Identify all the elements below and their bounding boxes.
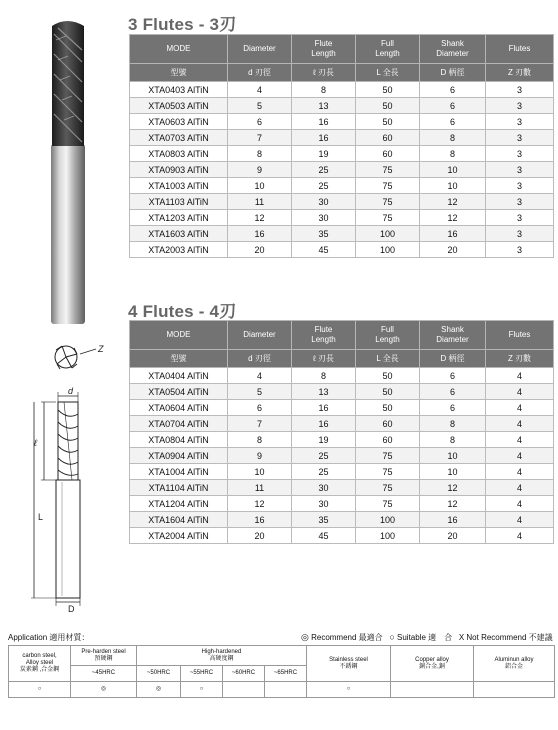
col-subheader: 型號 bbox=[130, 64, 228, 82]
model-cell: XTA1603 AlTiN bbox=[130, 226, 228, 242]
dim-L-label: L bbox=[38, 512, 44, 522]
col-subheader: ℓ 刃長 bbox=[292, 350, 356, 368]
col-header: Flutes bbox=[486, 321, 554, 350]
value-cell: 3 bbox=[486, 242, 554, 258]
value-cell: 4 bbox=[486, 400, 554, 416]
model-cell: XTA0404 AlTiN bbox=[130, 368, 228, 384]
value-cell: 3 bbox=[486, 98, 554, 114]
value-cell: 35 bbox=[292, 512, 356, 528]
table-row bbox=[130, 368, 554, 384]
value-cell: 25 bbox=[292, 464, 356, 480]
rating-cell: ◎ bbox=[137, 682, 181, 698]
legend-not-recommend: Not Recommend 不建議 bbox=[466, 633, 553, 642]
value-cell: 6 bbox=[420, 368, 486, 384]
col-header: Shank Diameter bbox=[420, 35, 486, 64]
table-row bbox=[130, 496, 554, 512]
value-cell: 8 bbox=[228, 432, 292, 448]
rating-cell: ◎ bbox=[71, 682, 137, 698]
value-cell: 10 bbox=[420, 448, 486, 464]
value-cell: 16 bbox=[292, 114, 356, 130]
value-cell: 16 bbox=[292, 130, 356, 146]
col-header: Flute Length bbox=[292, 321, 356, 350]
section-title-3-flutes: 3 Flutes - 3刃 bbox=[128, 15, 237, 34]
section-title-4-flutes: 4 Flutes - 4刃 bbox=[128, 302, 237, 321]
value-cell: 16 bbox=[420, 512, 486, 528]
value-cell: 16 bbox=[292, 400, 356, 416]
value-cell: 10 bbox=[420, 178, 486, 194]
value-cell: 50 bbox=[356, 400, 420, 416]
col-subheader: d 刃徑 bbox=[228, 350, 292, 368]
value-cell: 3 bbox=[486, 210, 554, 226]
table-row bbox=[130, 162, 554, 178]
hardness-55hrc: ~55HRC bbox=[181, 666, 223, 682]
spec-table-4-flutes bbox=[129, 320, 554, 544]
rating-cell: ○ bbox=[9, 682, 71, 698]
not-recommend-icon: X bbox=[458, 633, 465, 642]
hardness-60hrc: ~60HRC bbox=[223, 666, 265, 682]
value-cell: 3 bbox=[486, 130, 554, 146]
model-cell: XTA1203 AlTiN bbox=[130, 210, 228, 226]
model-cell: XTA1003 AlTiN bbox=[130, 178, 228, 194]
recommend-icon: ◎ bbox=[301, 632, 309, 642]
value-cell: 12 bbox=[420, 210, 486, 226]
table-row bbox=[130, 114, 554, 130]
material-carbon-steel: carbon steel, Alloy steel 炭素鋼 ,合金鋼 bbox=[9, 646, 71, 682]
value-cell: 12 bbox=[420, 194, 486, 210]
value-cell: 4 bbox=[486, 464, 554, 480]
end-mill-photo bbox=[36, 4, 100, 328]
col-subheader: D 柄徑 bbox=[420, 350, 486, 368]
value-cell: 3 bbox=[486, 194, 554, 210]
value-cell: 50 bbox=[356, 114, 420, 130]
value-cell: 20 bbox=[228, 528, 292, 544]
rating-cell bbox=[391, 682, 474, 698]
value-cell: 20 bbox=[228, 242, 292, 258]
col-header: Diameter bbox=[228, 35, 292, 64]
col-header: Flute Length bbox=[292, 35, 356, 64]
value-cell: 35 bbox=[292, 226, 356, 242]
col-header: Flutes bbox=[486, 35, 554, 64]
model-cell: XTA0904 AlTiN bbox=[130, 448, 228, 464]
value-cell: 5 bbox=[228, 98, 292, 114]
table-row bbox=[130, 512, 554, 528]
material-copper: Copper alloy 銅合金,銅 bbox=[391, 646, 474, 682]
value-cell: 30 bbox=[292, 480, 356, 496]
value-cell: 6 bbox=[420, 400, 486, 416]
value-cell: 100 bbox=[356, 242, 420, 258]
value-cell: 75 bbox=[356, 162, 420, 178]
dim-l-label: ℓ bbox=[34, 438, 37, 448]
value-cell: 75 bbox=[356, 210, 420, 226]
col-subheader: L 全長 bbox=[356, 350, 420, 368]
col-header: Shank Diameter bbox=[420, 321, 486, 350]
model-cell: XTA0903 AlTiN bbox=[130, 162, 228, 178]
model-cell: XTA0503 AlTiN bbox=[130, 98, 228, 114]
table-row bbox=[130, 194, 554, 210]
value-cell: 8 bbox=[420, 146, 486, 162]
table-row bbox=[130, 242, 554, 258]
material-high-hardened: High-hardened 高硬度鋼 bbox=[137, 646, 307, 666]
value-cell: 3 bbox=[486, 226, 554, 242]
table-row bbox=[130, 480, 554, 496]
dim-d-label: d bbox=[68, 386, 74, 396]
value-cell: 4 bbox=[486, 480, 554, 496]
table-header-row bbox=[130, 35, 554, 64]
value-cell: 6 bbox=[420, 114, 486, 130]
value-cell: 9 bbox=[228, 162, 292, 178]
model-cell: XTA1004 AlTiN bbox=[130, 464, 228, 480]
value-cell: 10 bbox=[228, 178, 292, 194]
value-cell: 3 bbox=[486, 146, 554, 162]
model-cell: XTA1604 AlTiN bbox=[130, 512, 228, 528]
value-cell: 8 bbox=[420, 130, 486, 146]
table-row bbox=[130, 146, 554, 162]
spec-table-3-flutes bbox=[129, 34, 554, 258]
table-row bbox=[130, 464, 554, 480]
col-subheader: D 柄徑 bbox=[420, 64, 486, 82]
rating-cell bbox=[223, 682, 265, 698]
value-cell: 60 bbox=[356, 130, 420, 146]
value-cell: 19 bbox=[292, 146, 356, 162]
value-cell: 3 bbox=[486, 162, 554, 178]
table-row bbox=[130, 528, 554, 544]
value-cell: 60 bbox=[356, 416, 420, 432]
value-cell: 7 bbox=[228, 130, 292, 146]
value-cell: 4 bbox=[486, 512, 554, 528]
value-cell: 6 bbox=[228, 114, 292, 130]
value-cell: 4 bbox=[486, 448, 554, 464]
value-cell: 50 bbox=[356, 368, 420, 384]
value-cell: 13 bbox=[292, 98, 356, 114]
table-row bbox=[130, 210, 554, 226]
col-subheader: L 全長 bbox=[356, 64, 420, 82]
col-subheader: 型號 bbox=[130, 350, 228, 368]
value-cell: 11 bbox=[228, 194, 292, 210]
col-subheader: d 刃徑 bbox=[228, 64, 292, 82]
value-cell: 25 bbox=[292, 178, 356, 194]
value-cell: 50 bbox=[356, 384, 420, 400]
value-cell: 19 bbox=[292, 432, 356, 448]
table-row bbox=[130, 82, 554, 98]
legend-suitable: Suitable 適 合 bbox=[397, 633, 453, 642]
value-cell: 30 bbox=[292, 194, 356, 210]
value-cell: 10 bbox=[420, 464, 486, 480]
value-cell: 12 bbox=[228, 496, 292, 512]
value-cell: 45 bbox=[292, 242, 356, 258]
model-cell: XTA0504 AlTiN bbox=[130, 384, 228, 400]
value-cell: 3 bbox=[486, 178, 554, 194]
value-cell: 4 bbox=[228, 82, 292, 98]
value-cell: 7 bbox=[228, 416, 292, 432]
value-cell: 4 bbox=[486, 496, 554, 512]
value-cell: 60 bbox=[356, 146, 420, 162]
value-cell: 4 bbox=[486, 416, 554, 432]
table-row bbox=[130, 384, 554, 400]
rating-cell bbox=[474, 682, 555, 698]
value-cell: 8 bbox=[228, 146, 292, 162]
value-cell: 75 bbox=[356, 480, 420, 496]
model-cell: XTA1204 AlTiN bbox=[130, 496, 228, 512]
rating-cell: ○ bbox=[181, 682, 223, 698]
value-cell: 8 bbox=[292, 82, 356, 98]
col-header: Full Length bbox=[356, 35, 420, 64]
col-header: Full Length bbox=[356, 321, 420, 350]
table-row bbox=[130, 448, 554, 464]
value-cell: 30 bbox=[292, 210, 356, 226]
application-rating-row bbox=[9, 682, 555, 698]
model-cell: XTA1103 AlTiN bbox=[130, 194, 228, 210]
value-cell: 16 bbox=[420, 226, 486, 242]
value-cell: 6 bbox=[420, 98, 486, 114]
suitable-icon: ○ bbox=[389, 632, 395, 642]
value-cell: 75 bbox=[356, 194, 420, 210]
model-cell: XTA2003 AlTiN bbox=[130, 242, 228, 258]
value-cell: 10 bbox=[228, 464, 292, 480]
value-cell: 4 bbox=[486, 528, 554, 544]
value-cell: 16 bbox=[228, 512, 292, 528]
col-subheader: Z 刃數 bbox=[486, 64, 554, 82]
value-cell: 16 bbox=[292, 416, 356, 432]
application-header-row bbox=[9, 646, 555, 666]
value-cell: 25 bbox=[292, 162, 356, 178]
value-cell: 11 bbox=[228, 480, 292, 496]
value-cell: 20 bbox=[420, 528, 486, 544]
value-cell: 10 bbox=[420, 162, 486, 178]
table-header-row bbox=[130, 321, 554, 350]
value-cell: 5 bbox=[228, 384, 292, 400]
dim-z-label: Z bbox=[98, 344, 104, 354]
table-subheader-row bbox=[130, 64, 554, 82]
value-cell: 12 bbox=[228, 210, 292, 226]
model-cell: XTA0703 AlTiN bbox=[130, 130, 228, 146]
col-subheader: ℓ 刃長 bbox=[292, 64, 356, 82]
value-cell: 4 bbox=[228, 368, 292, 384]
table-row bbox=[130, 226, 554, 242]
value-cell: 6 bbox=[420, 82, 486, 98]
application-label: Application 適用材質： bbox=[8, 633, 90, 642]
model-cell: XTA0403 AlTiN bbox=[130, 82, 228, 98]
model-cell: XTA2004 AlTiN bbox=[130, 528, 228, 544]
col-header: Diameter bbox=[228, 321, 292, 350]
value-cell: 12 bbox=[420, 496, 486, 512]
value-cell: 75 bbox=[356, 448, 420, 464]
value-cell: 4 bbox=[486, 368, 554, 384]
value-cell: 100 bbox=[356, 528, 420, 544]
value-cell: 50 bbox=[356, 98, 420, 114]
value-cell: 30 bbox=[292, 496, 356, 512]
model-cell: XTA1104 AlTiN bbox=[130, 480, 228, 496]
value-cell: 6 bbox=[420, 384, 486, 400]
col-header: MODE bbox=[130, 321, 228, 350]
value-cell: 25 bbox=[292, 448, 356, 464]
value-cell: 12 bbox=[420, 480, 486, 496]
model-cell: XTA0604 AlTiN bbox=[130, 400, 228, 416]
end-mill-drawing bbox=[24, 340, 124, 615]
value-cell: 8 bbox=[420, 432, 486, 448]
value-cell: 75 bbox=[356, 496, 420, 512]
rating-cell bbox=[265, 682, 307, 698]
table-row bbox=[130, 130, 554, 146]
table-row bbox=[130, 98, 554, 114]
value-cell: 60 bbox=[356, 432, 420, 448]
value-cell: 8 bbox=[292, 368, 356, 384]
table-row bbox=[130, 416, 554, 432]
end-view bbox=[55, 346, 77, 369]
value-cell: 3 bbox=[486, 114, 554, 130]
model-cell: XTA0603 AlTiN bbox=[130, 114, 228, 130]
application-legend bbox=[301, 632, 553, 643]
hardness-45hrc: ~45HRC bbox=[71, 666, 137, 682]
model-cell: XTA0704 AlTiN bbox=[130, 416, 228, 432]
value-cell: 4 bbox=[486, 432, 554, 448]
material-aluminum: Aluminun alloy 鋁合金 bbox=[474, 646, 555, 682]
legend-recommend: Recommend 最適合 bbox=[311, 633, 383, 642]
value-cell: 9 bbox=[228, 448, 292, 464]
hardness-50hrc: ~50HRC bbox=[137, 666, 181, 682]
material-pre-harden: Pre-harden steel 預硬鋼 bbox=[71, 646, 137, 666]
model-cell: XTA0803 AlTiN bbox=[130, 146, 228, 162]
value-cell: 3 bbox=[486, 82, 554, 98]
table-row bbox=[130, 178, 554, 194]
value-cell: 50 bbox=[356, 82, 420, 98]
dim-D-label: D bbox=[68, 604, 75, 614]
value-cell: 75 bbox=[356, 178, 420, 194]
value-cell: 13 bbox=[292, 384, 356, 400]
table-row bbox=[130, 432, 554, 448]
rating-cell: ○ bbox=[307, 682, 391, 698]
material-stainless: Stainless steel 不銹鋼 bbox=[307, 646, 391, 682]
col-header: MODE bbox=[130, 35, 228, 64]
value-cell: 100 bbox=[356, 226, 420, 242]
table-subheader-row bbox=[130, 350, 554, 368]
value-cell: 8 bbox=[420, 416, 486, 432]
hardness-65hrc: ~65HRC bbox=[265, 666, 307, 682]
value-cell: 20 bbox=[420, 242, 486, 258]
value-cell: 16 bbox=[228, 226, 292, 242]
value-cell: 75 bbox=[356, 464, 420, 480]
application-table bbox=[8, 645, 555, 698]
value-cell: 4 bbox=[486, 384, 554, 400]
model-cell: XTA0804 AlTiN bbox=[130, 432, 228, 448]
value-cell: 45 bbox=[292, 528, 356, 544]
value-cell: 6 bbox=[228, 400, 292, 416]
col-subheader: Z 刃數 bbox=[486, 350, 554, 368]
value-cell: 100 bbox=[356, 512, 420, 528]
table-row bbox=[130, 400, 554, 416]
